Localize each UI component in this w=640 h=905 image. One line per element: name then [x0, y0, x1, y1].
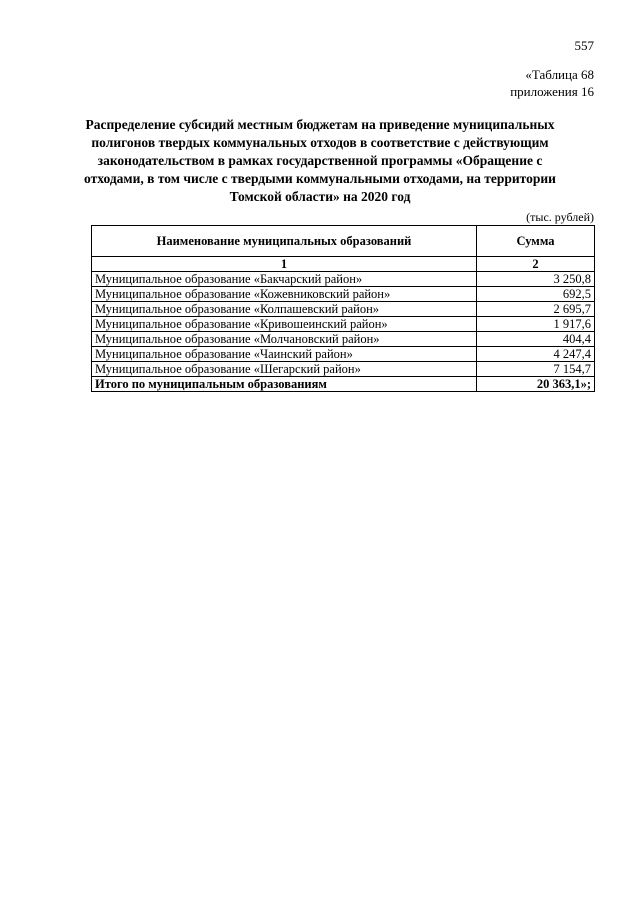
total-row	[92, 377, 595, 392]
total-label: Итого по муниципальным образованиям	[92, 377, 477, 392]
table-row	[92, 287, 595, 302]
page-number: 557	[574, 38, 594, 53]
title-line: законодательством в рамках государственной программы «Обращение с	[97, 153, 543, 168]
table-row	[92, 347, 595, 362]
subsidy-amount: 3 250,8	[477, 272, 595, 287]
subsidy-amount: 404,4	[477, 332, 595, 347]
municipality-name: Муниципальное образование «Шегарский район»	[92, 362, 477, 377]
municipality-name: Муниципальное образование «Колпашевский район»	[92, 302, 477, 317]
column-number-row	[92, 257, 595, 272]
table-row	[92, 317, 595, 332]
table-row	[92, 272, 595, 287]
column-number: 1	[92, 257, 477, 272]
table-row	[92, 302, 595, 317]
municipality-name: Муниципальное образование «Чаинский район»	[92, 347, 477, 362]
title-line: Томской области» на 2020 год	[229, 189, 411, 204]
subsidy-amount: 7 154,7	[477, 362, 595, 377]
subsidy-amount: 1 917,6	[477, 317, 595, 332]
subsidy-amount: 4 247,4	[477, 347, 595, 362]
table-header-row	[92, 226, 595, 257]
column-number: 2	[477, 257, 595, 272]
municipality-name: Муниципальное образование «Молчановский район»	[92, 332, 477, 347]
document-title	[70, 116, 570, 206]
municipality-name: Муниципальное образование «Бакчарский район»	[92, 272, 477, 287]
table-row	[92, 332, 595, 347]
table-reference	[510, 66, 594, 100]
title-line: полигонов твердых коммунальных отходов в соответствие с действующим	[91, 135, 549, 150]
units-label: (тыс. рублей)	[526, 210, 594, 224]
subsidy-amount: 2 695,7	[477, 302, 595, 317]
header-municipality: Наименование муниципальных образований	[92, 226, 477, 257]
municipality-name: Муниципальное образование «Кривошеинский район»	[92, 317, 477, 332]
subsidy-table	[91, 225, 595, 392]
table-reference-line: приложения 16	[510, 84, 594, 99]
title-line: Распределение субсидий местным бюджетам на приведение муниципальных	[85, 117, 555, 132]
total-amount: 20 363,1»;	[477, 377, 595, 392]
municipality-name: Муниципальное образование «Кожевниковский район»	[92, 287, 477, 302]
header-amount: Сумма	[477, 226, 595, 257]
table-row	[92, 362, 595, 377]
table-reference-line: «Таблица 68	[525, 67, 594, 82]
subsidy-amount: 692,5	[477, 287, 595, 302]
title-line: отходами, в том числе с твердыми коммунальными отходами, на территории	[84, 171, 556, 186]
